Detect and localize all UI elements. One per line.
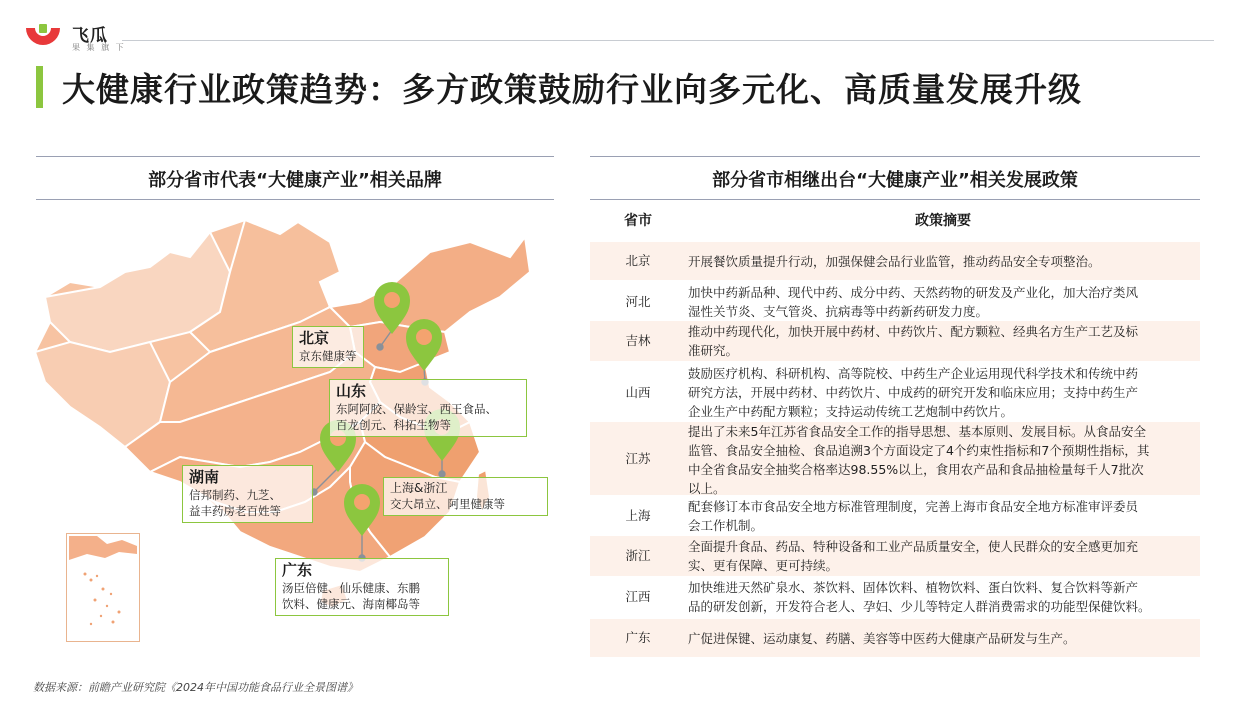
source-footnote: 数据来源：前瞻产业研究院《2024年中国功能食品行业全景图谱》 — [33, 681, 358, 694]
table-row — [590, 364, 1200, 421]
policy-line: 加快中药新品种、现代中药、成分中药、天然药物的研发及产业化，加大治疗类风 — [688, 285, 1139, 300]
label-brands: 交大昂立、阿里健康等 — [390, 497, 505, 511]
policy-line: 鼓励医疗机构、科研机构、高等院校、中药生产企业运用现代科学技术和传统中药 — [688, 366, 1139, 381]
label-brands: 信邦制药、九芝、 — [189, 488, 281, 502]
row-policy-summary — [688, 422, 1196, 498]
label-province-name: 湖南 — [189, 468, 220, 486]
label-brands: 益丰药房老百姓等 — [189, 504, 281, 518]
table-row — [590, 422, 1200, 495]
table-row — [590, 283, 1200, 321]
policy-line: 广促进保键、运动康复、药膳、美容等中医药大健康产品研发与生产。 — [688, 631, 1076, 646]
label-province-name: 广东 — [282, 561, 313, 579]
map-label-beijing — [292, 326, 364, 368]
policy-line: 湿性关节炎、支气管炎、抗病毒等中药新药研发力度。 — [688, 304, 989, 319]
row-province: 广东 — [625, 630, 651, 645]
policy-line: 企业生产中药配方颗粒；支持运动传统工艺炮制中药饮片。 — [688, 404, 1014, 419]
feigua-logo-icon — [24, 24, 62, 52]
label-brands: 饮料、健康元、海南椰岛等 — [282, 597, 420, 611]
row-policy-summary — [688, 578, 1196, 616]
row-province: 上海 — [625, 508, 651, 523]
row-policy-summary — [688, 322, 1196, 360]
south-china-sea-inset — [66, 533, 140, 642]
policy-line: 准研究。 — [688, 343, 739, 358]
table-row — [590, 577, 1200, 617]
left-section-bottom-rule — [36, 199, 554, 200]
table-row — [590, 536, 1200, 576]
left-section-title: 部分省市代表“大健康产业”相关品牌 — [148, 170, 442, 191]
right-section-title: 部分省市相继出台“大健康产业”相关发展政策 — [712, 170, 1078, 191]
table-row — [590, 321, 1200, 361]
label-brands: 百龙创元、科拓生物等 — [336, 418, 451, 432]
row-policy-summary — [688, 283, 1196, 321]
policy-line: 全面提升食品、药品、特种设备和工业产品质量安全，使人民群众的安全感更加充 — [688, 539, 1139, 554]
policy-line: 加快维进天然矿泉水、茶饮料、固体饮料、植物饮料、蛋白饮料、复合饮料等新产 — [688, 580, 1139, 595]
policy-line: 以上。 — [688, 481, 726, 496]
policy-line: 监管、食品安全抽检、食品追溯3个方面设定了4个约束性指标和7个预期性指标，其 — [688, 443, 1150, 458]
brand-tagline: 果 集 旗 下 — [72, 43, 126, 52]
row-province: 浙江 — [625, 548, 651, 563]
policy-line: 研究方法，开展中药材、中药饮片、中成药的研究开发和临床应用；支持中药生产 — [688, 385, 1139, 400]
label-province-name: 山东 — [336, 382, 367, 400]
table-header-summary: 政策摘要 — [915, 213, 971, 229]
policy-line: 品的研发创新，开发符合老人、孕妇、少儿等特定人群消费需求的功能型保健饮料。 — [688, 599, 1151, 614]
row-policy-summary — [688, 364, 1196, 421]
map-label-guangdong — [275, 558, 449, 616]
right-section-bottom-rule — [590, 199, 1200, 200]
map-label-hunan — [182, 465, 313, 523]
row-province: 吉林 — [625, 333, 651, 348]
table-row — [590, 242, 1200, 280]
label-brands: 汤臣倍健、仙乐健康、东鹏 — [282, 581, 420, 595]
policy-line: 中全省食品安全抽奖合格率达98.55%以上，食用农产品和食品抽检量每千人7批次 — [688, 462, 1144, 477]
row-province: 河北 — [625, 294, 651, 309]
policy-line: 会工作机制。 — [688, 518, 764, 533]
label-province-name: 上海&浙江 — [390, 481, 448, 495]
policy-line: 配套修订本市食品安全地方标准管理制度，完善上海市食品安全地方标准审评委员 — [688, 499, 1139, 514]
row-province: 北京 — [625, 253, 651, 268]
label-brands: 东阿阿胶、保龄宝、西王食品、 — [336, 402, 497, 416]
row-province: 江苏 — [625, 451, 651, 466]
left-section-top-rule — [36, 156, 554, 157]
policy-line: 提出了未来5年江苏省食品安全工作的指导思想、基本原则、发展目标。从食品安全 — [688, 424, 1146, 439]
row-policy-summary — [688, 497, 1196, 535]
policy-line: 实、更有保障、更可持续。 — [688, 558, 839, 573]
policy-line: 开展餐饮质量提升行动，加强保健会品行业监管，推动药品安全专项整治。 — [688, 254, 1101, 269]
policy-line: 推动中药现代化，加快开展中药材、中药饮片、配方颗粒、经典名方生产工艺及标 — [688, 324, 1139, 339]
page-title: 大健康行业政策趋势：多方政策鼓励行业向多元化、高质量发展升级 — [62, 70, 1082, 109]
row-province: 山西 — [625, 385, 651, 400]
map-label-shandong — [329, 379, 527, 437]
row-policy-summary — [688, 537, 1196, 575]
header-divider — [122, 40, 1214, 41]
label-province-name: 北京 — [299, 329, 330, 347]
brand-name: 飞瓜 — [72, 26, 108, 46]
label-brands: 京东健康等 — [299, 349, 357, 363]
row-province: 江西 — [625, 589, 651, 604]
table-row — [590, 497, 1200, 535]
table-header-province: 省市 — [624, 213, 652, 229]
map-label-shanghai-zhejiang — [383, 477, 548, 516]
table-row — [590, 619, 1200, 657]
row-policy-summary — [688, 252, 1196, 271]
row-policy-summary — [688, 629, 1196, 648]
title-accent-bar — [36, 66, 43, 108]
right-section-top-rule — [590, 156, 1200, 157]
